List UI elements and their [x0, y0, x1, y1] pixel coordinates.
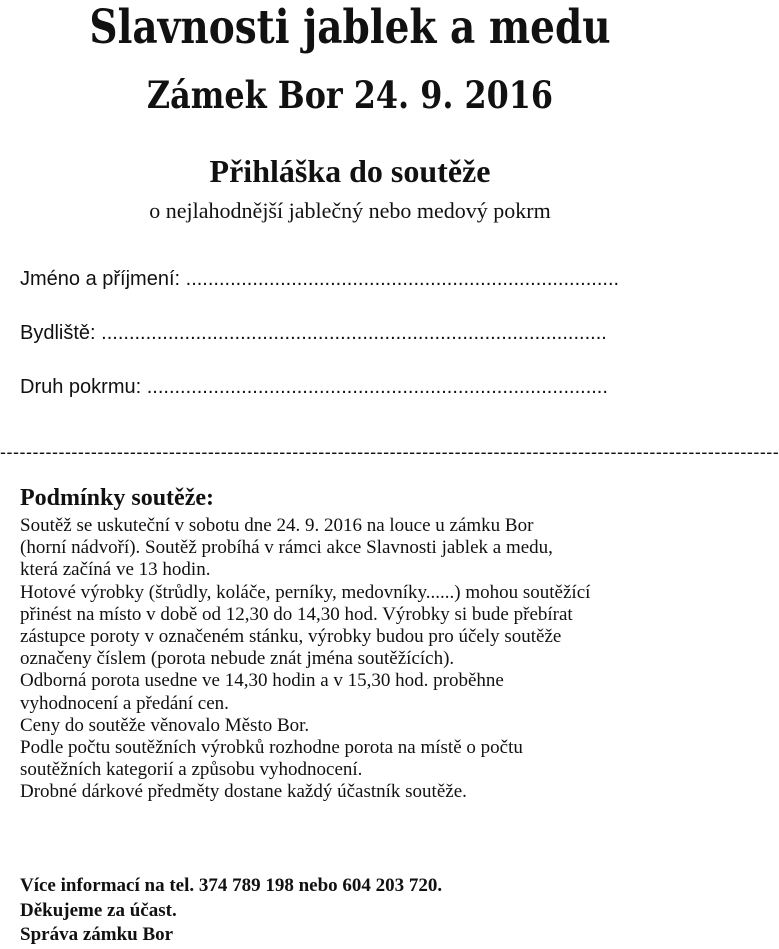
contact-info: Více informací na tel. 374 789 198 nebo 604 203 720.: [20, 875, 443, 896]
competition-conditions: [20, 484, 690, 804]
conditions-line: vyhodnocení a předání cen.: [20, 692, 229, 714]
dish-field-dots: ...................................................................................: [146, 376, 608, 398]
footer: [20, 874, 690, 948]
dish-field-label: Druh pokrmu:: [20, 376, 142, 398]
cut-line-divider: ------------------------------------------------------------------------------------------------------------------------: [0, 442, 779, 462]
event-venue-date: Zámek Bor 24. 9. 2016: [146, 73, 554, 117]
address-field: [20, 320, 680, 346]
address-field-dots: ...........................................................................................: [101, 322, 607, 344]
dish-field: [20, 374, 680, 400]
signature: Správa zámku Bor: [20, 924, 174, 945]
name-field-dots: ..............................................................................: [185, 268, 620, 290]
conditions-line: soutěžních kategorií a způsobu vyhodnocení.: [20, 759, 363, 781]
conditions-line: která začíná ve 13 hodin.: [20, 559, 211, 581]
conditions-line: Hotové výrobky (štrůdly, koláče, perníky, medovníky......) mohou soutěžící: [20, 581, 591, 603]
conditions-line: Drobné dárkové předměty dostane každý účastník soutěže.: [20, 781, 467, 803]
name-field-label: Jméno a příjmení:: [20, 268, 181, 290]
thanks-text: Děkujeme za účast.: [20, 899, 177, 921]
application-heading: Přihláška do soutěže: [209, 153, 491, 189]
conditions-line: (horní nádvoří). Soutěž probíhá v rámci akce Slavnosti jablek a medu,: [20, 537, 553, 559]
conditions-line: Soutěž se uskuteční v sobotu dne 24. 9. 2016 na louce u zámku Bor: [20, 515, 534, 536]
conditions-line: označeny číslem (porota nebude znát jména soutěžících).: [20, 648, 455, 670]
conditions-line: Podle počtu soutěžních výrobků rozhodne porota na místě o počtu: [20, 737, 523, 759]
conditions-title: Podmínky soutěže:: [20, 485, 214, 511]
conditions-line: Ceny do soutěže věnovalo Město Bor.: [20, 714, 310, 736]
conditions-line: Odborná porota usedne ve 14,30 hodin a v 15,30 hod. proběhne: [20, 670, 504, 692]
name-field: [20, 266, 680, 292]
application-subheading: o nejlahodnější jablečný nebo medový pokrm: [149, 198, 551, 223]
conditions-line: přinést na místo v době od 12,30 do 14,30 hod. Výrobky si bude přebírat: [20, 603, 573, 625]
conditions-line: zástupce poroty v označeném stánku, výrobky budou pro účely soutěže: [20, 626, 562, 648]
address-field-label: Bydliště:: [20, 322, 96, 344]
event-title: Slavnosti jablek a medu: [89, 0, 611, 55]
